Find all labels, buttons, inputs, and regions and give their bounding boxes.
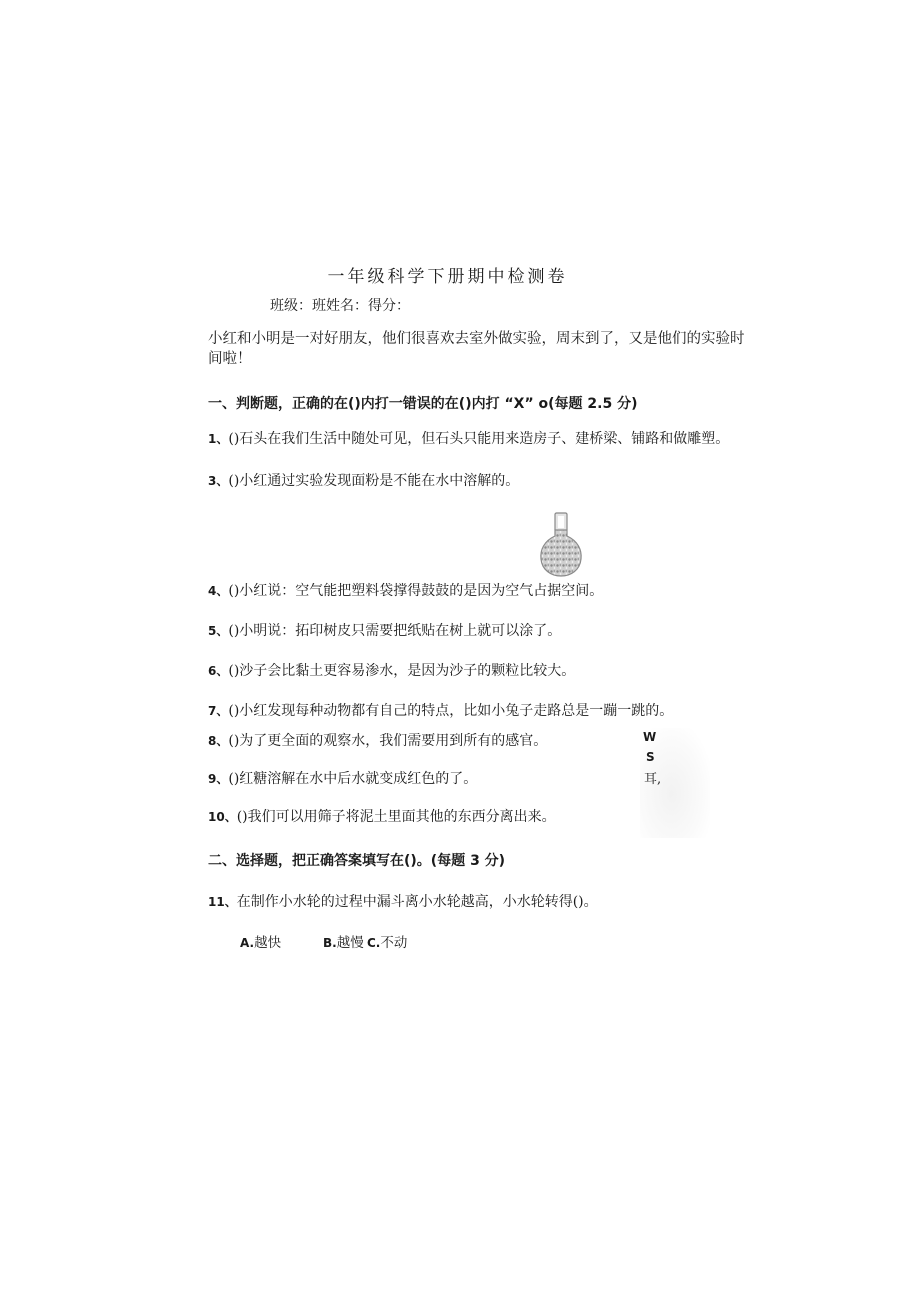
section-heading-multiple-choice: 二、选择题，把正确答案填写在()。(每题 3 分): [208, 853, 506, 869]
question-number: 7、: [208, 704, 229, 718]
flask-illustration: [538, 510, 584, 578]
option-b: [323, 931, 364, 951]
question-text: ()为了更全面的观察水，我们需要用到所有的感官。: [228, 733, 548, 749]
question-11: [208, 891, 598, 911]
question-5: [208, 620, 561, 640]
question-number: 6、: [208, 664, 229, 678]
question-7: [208, 700, 673, 720]
question-text: 在制作小水轮的过程中漏斗离小水轮越高，小水轮转得()。: [236, 894, 598, 910]
question-text: ()我们可以用筛子将泥土里面其他的东西分离出来。: [236, 809, 556, 825]
option-c: [367, 931, 407, 951]
question-3: [208, 470, 519, 490]
option-letter: B.: [323, 936, 337, 950]
page-title: 一年级科学下册期中检测卷: [327, 267, 568, 287]
question-9: [208, 768, 477, 788]
option-a: [240, 931, 281, 951]
student-info-line: 班级：班姓名：得分：: [270, 298, 410, 314]
question-text: ()小红通过实验发现面粉是不能在水中溶解的。: [228, 473, 520, 489]
side-mark-w: W: [643, 730, 657, 744]
question-text: ()小明说：拓印树皮只需要把纸贴在树上就可以涂了。: [228, 623, 562, 639]
question-number: 10、: [208, 810, 237, 824]
question-number: 9、: [208, 772, 229, 786]
intro-paragraph: 小红和小明是一对好朋友，他们很喜欢去室外做实验，周末到了，又是他们的实验时间啦！: [208, 331, 745, 367]
question-number: 8、: [208, 734, 229, 748]
question-6: [208, 660, 575, 680]
option-text: 越快: [254, 935, 282, 951]
question-text: ()小红发现每种动物都有自己的特点，比如小兔子走路总是一蹦一跳的。: [228, 703, 674, 719]
option-letter: C.: [367, 936, 381, 950]
option-text: 不动: [380, 935, 408, 951]
question-text: ()红糖溶解在水中后水就变成红色的了。: [228, 771, 478, 787]
question-text: ()沙子会比黏土更容易渗水，是因为沙子的颗粒比较大。: [228, 663, 576, 679]
question-number: 5、: [208, 624, 229, 638]
question-1: [208, 430, 758, 449]
question-8: [208, 730, 547, 750]
option-letter: A.: [240, 936, 255, 950]
option-text: 越慢: [336, 935, 364, 951]
side-mark-s: S: [646, 750, 655, 764]
question-4: [208, 580, 603, 600]
question-number: 1、: [208, 432, 229, 446]
question-number: 3、: [208, 474, 229, 488]
question-number: 11、: [208, 895, 237, 909]
question-number: 4、: [208, 584, 229, 598]
section-heading-true-false: 一、判断题，正确的在()内打一错误的在()内打 “X” o(每题 2.5 分): [208, 396, 638, 412]
question-text: ()小红说：空气能把塑料袋撑得鼓鼓的是因为空气占据空间。: [228, 583, 604, 599]
side-mark-char: 耳,: [644, 772, 662, 787]
question-text: ()石头在我们生活中随处可见，但石头只能用来造房子、建桥梁、铺路和做雕塑。: [228, 431, 730, 447]
question-10: [208, 806, 556, 826]
